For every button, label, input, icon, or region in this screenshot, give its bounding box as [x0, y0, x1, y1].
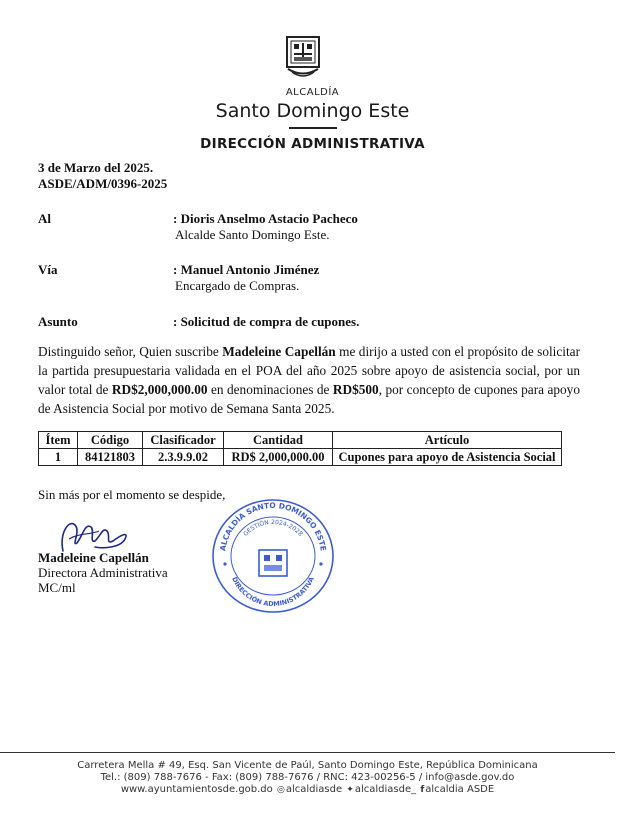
footer-address: Carretera Mella # 49, Esq. San Vicente de Paúl, Santo Domingo Este, República Dominicana: [77, 760, 538, 771]
to-label: Al: [38, 211, 51, 226]
subject-label: Asunto: [38, 314, 78, 329]
header-classifier: Clasificador: [143, 432, 224, 449]
items-table: [38, 431, 562, 466]
table-header-row: [39, 432, 562, 449]
cell-classifier: 2.3.9.9.02: [143, 449, 224, 466]
city-emblem-icon: [284, 34, 322, 80]
body-denomination: RD$500: [332, 382, 379, 397]
instagram-handle[interactable]: alcaldiasde: [285, 784, 343, 795]
body-part-4: , por concepto de cupones para apoyo de Asistencia Social por motivo de Semana Santa 2025.: [38, 382, 580, 416]
cell-article: Cupones para apoyo de Asistencia Social: [333, 449, 562, 466]
website-link[interactable]: www.ayuntamientosde.gob.do: [120, 784, 273, 795]
body-part-3: en denominaciones de: [207, 382, 333, 397]
document-initials: MC/ml: [38, 580, 76, 595]
official-stamp: [203, 496, 343, 616]
closing-line: Sin más por el momento se despide,: [38, 487, 226, 502]
letter-body: [38, 342, 580, 418]
table-row: [39, 449, 562, 466]
twitter-handle[interactable]: alcaldiasde_: [354, 784, 417, 795]
svg-text:GESTIÓN 2024-2028: [242, 519, 304, 538]
body-amount: RD$2,000,000.00: [111, 382, 208, 397]
header-quantity: Cantidad: [224, 432, 333, 449]
header-item: Ítem: [39, 432, 78, 449]
signer-name: Madeleine Capellán: [38, 550, 149, 565]
signer-title: Directora Administrativa: [38, 565, 168, 580]
letter-date: 3 de Marzo del 2025.: [38, 160, 154, 175]
header-article: Artículo: [333, 432, 562, 449]
cell-code: 84121803: [78, 449, 143, 466]
facebook-icon: f: [420, 785, 425, 795]
cell-quantity: RD$ 2,000,000.00: [224, 449, 333, 466]
twitter-icon: ✦: [346, 785, 354, 795]
stamp-emblem-icon: [259, 550, 287, 576]
via-title: Encargado de Compras.: [175, 278, 300, 293]
facebook-handle[interactable]: alcaldia ASDE: [425, 784, 495, 795]
footer-social: [0, 784, 615, 795]
stamp-inner-text: DIRECCIÓN ADMINISTRATIVA: [230, 575, 316, 609]
subject-text: : Solicitud de compra de cupones.: [173, 314, 360, 329]
institution-label: ALCALDÍA: [285, 87, 340, 98]
footer-contact: Tel.: (809) 788-7676 - Fax: (809) 788-7676 / RNC: 423-00256-5 / info@asde.gov.do: [100, 772, 515, 783]
header-code: Código: [78, 432, 143, 449]
body-part-1: Distinguido señor, Quien suscribe: [38, 344, 223, 359]
letter-reference: ASDE/ADM/0396-2025: [38, 176, 168, 191]
body-part-2: me dirijo a usted con el propósito de solicitar la partida presupuestaria validada en el POA del año 2025 sobre apoyo de asistencia social, por un valor total de: [38, 344, 580, 397]
via-label: Vía: [38, 262, 58, 277]
body-signer-name: Madeleine Capellán: [222, 344, 336, 359]
svg-text:ALCALDÍA SANTO DOMINGO ESTE: [218, 501, 328, 552]
cell-item: 1: [39, 449, 78, 466]
svg-text:DIRECCIÓN ADMINISTRATIVA: [230, 576, 316, 608]
stamp-center-text: GESTIÓN 2024-2028: [242, 518, 304, 538]
instagram-icon: ◎: [276, 785, 285, 795]
to-title: Alcalde Santo Domingo Este.: [175, 227, 330, 242]
via-name: : Manuel Antonio Jiménez: [173, 262, 320, 277]
to-name: : Dioris Anselmo Astacio Pacheco: [173, 211, 358, 226]
stamp-outer-text: ALCALDÍA SANTO DOMINGO ESTE: [218, 500, 328, 552]
title-divider: [289, 127, 337, 129]
department-title: DIRECCIÓN ADMINISTRATIVA: [200, 136, 425, 152]
footer-divider: [0, 752, 615, 753]
institution-name: Santo Domingo Este: [215, 100, 410, 122]
